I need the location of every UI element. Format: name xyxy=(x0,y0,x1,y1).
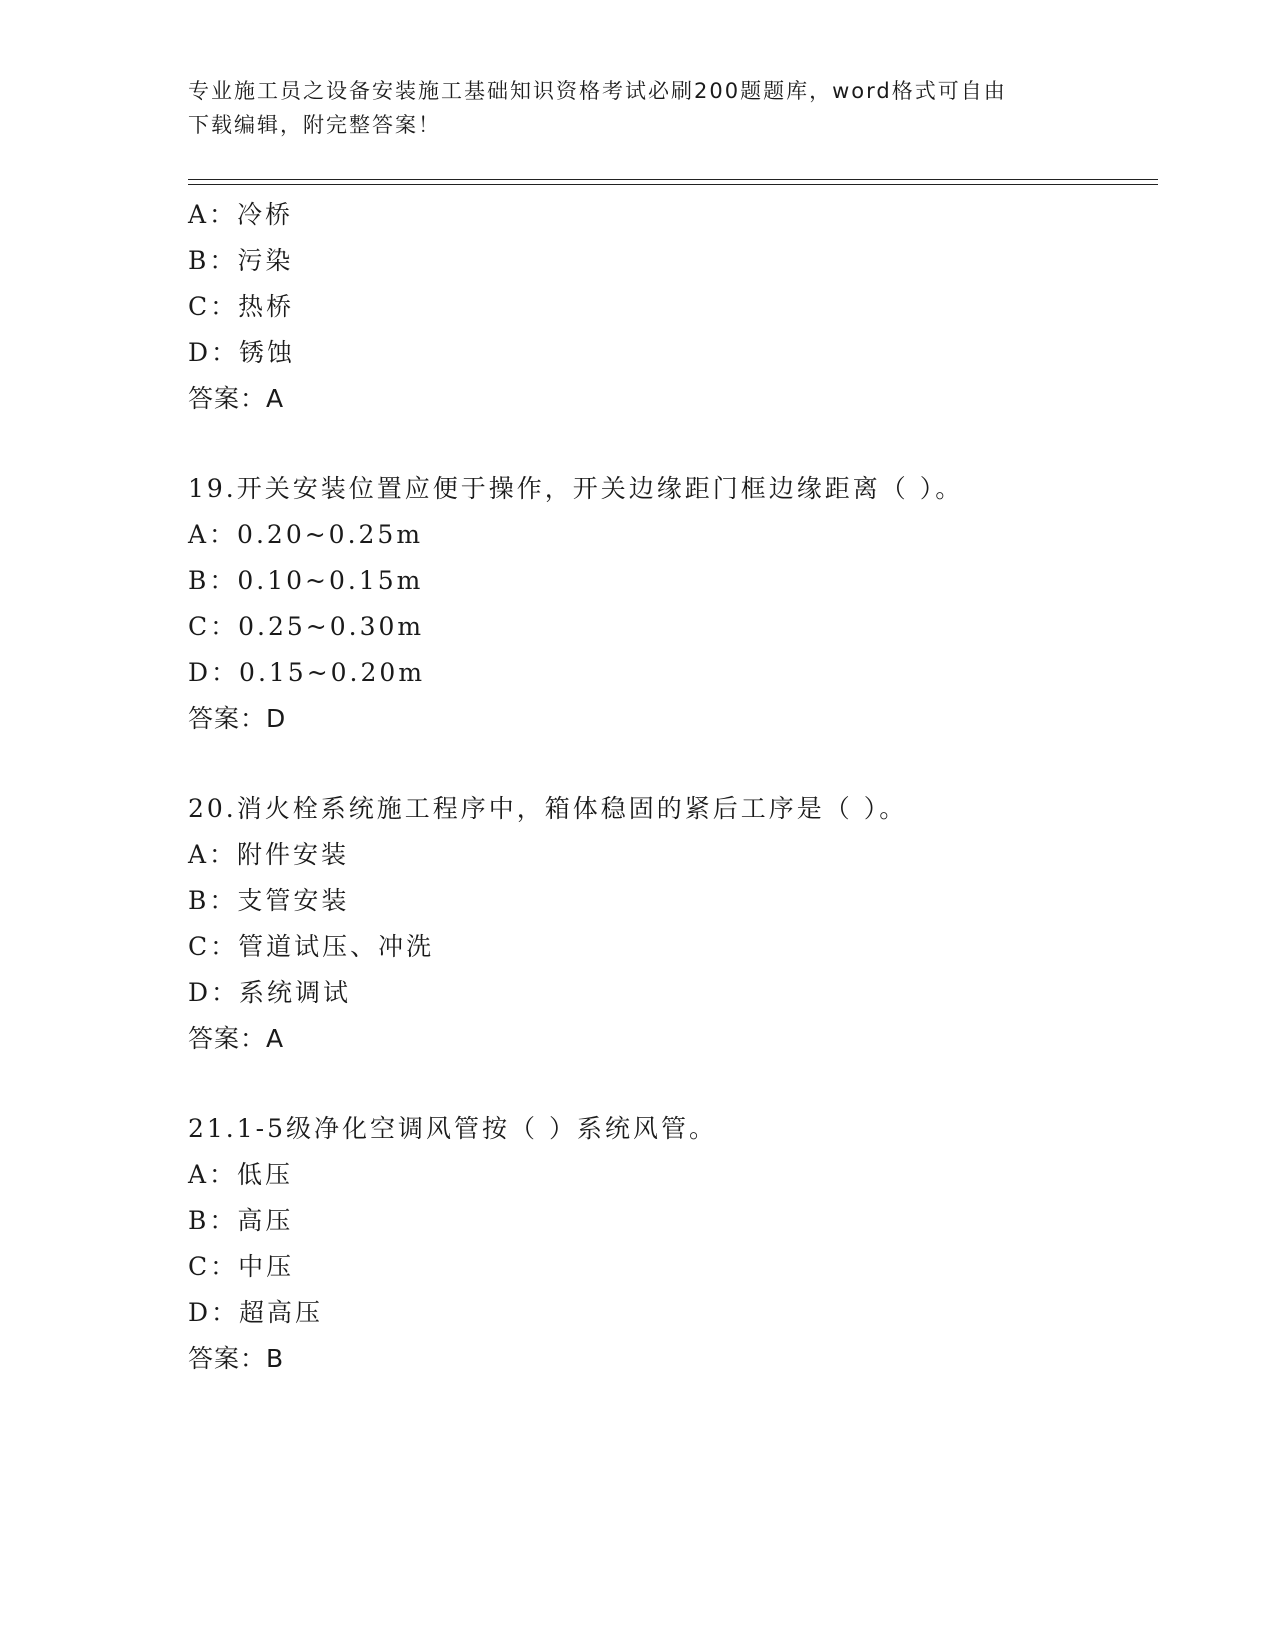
question-20-block xyxy=(188,786,1158,1062)
q21-option-b: B：高压 xyxy=(188,1206,294,1235)
q20-answer: 答案：A xyxy=(188,1024,285,1053)
q18-option-d: D：锈蚀 xyxy=(188,338,296,367)
q19-option-a: A：0.20~0.25m xyxy=(188,520,424,549)
q20-question: 20.消火栓系统施工程序中，箱体稳固的紧后工序是（ ）。 xyxy=(188,794,908,823)
q20-option-c: C：管道试压、冲洗 xyxy=(188,932,435,961)
question-19-block xyxy=(188,466,1158,742)
q19-question: 19.开关安装位置应便于操作，开关边缘距门框边缘距离（ ）。 xyxy=(188,474,964,503)
q21-option-c: C：中压 xyxy=(188,1252,295,1281)
q18-option-b: B：污染 xyxy=(188,246,294,275)
q19-option-b: B：0.10~0.15m xyxy=(188,566,424,595)
q19-option-c: C：0.25~0.30m xyxy=(188,612,425,641)
question-21-block xyxy=(188,1106,1158,1382)
spacer xyxy=(188,742,1158,786)
q20-option-b: B：支管安装 xyxy=(188,886,350,915)
q21-answer: 答案：B xyxy=(188,1344,285,1373)
q20-option-d: D：系统调试 xyxy=(188,978,352,1007)
q18-option-a: A：冷桥 xyxy=(188,200,294,229)
q18-answer: 答案：A xyxy=(188,384,285,413)
q21-option-d: D：超高压 xyxy=(188,1298,324,1327)
q20-option-a: A：附件安装 xyxy=(188,840,350,869)
spacer xyxy=(188,422,1158,466)
header-line-2: 下载编辑，附完整答案！ xyxy=(188,113,441,137)
q19-option-d: D：0.15~0.20m xyxy=(188,658,426,687)
question-list xyxy=(188,192,1158,1382)
document-header xyxy=(188,74,1088,142)
q18-option-c: C：热桥 xyxy=(188,292,295,321)
q19-answer: 答案：D xyxy=(188,704,287,733)
spacer xyxy=(188,1062,1158,1106)
q21-option-a: A：低压 xyxy=(188,1160,294,1189)
q21-question: 21.1-5级净化空调风管按（ ）系统风管。 xyxy=(188,1114,717,1143)
question-18-block xyxy=(188,192,1158,422)
header-line-1: 专业施工员之设备安装施工基础知识资格考试必刷200题题库，word格式可自由 xyxy=(188,79,1007,103)
header-divider-top xyxy=(188,179,1158,180)
header-divider-bottom xyxy=(188,184,1158,185)
